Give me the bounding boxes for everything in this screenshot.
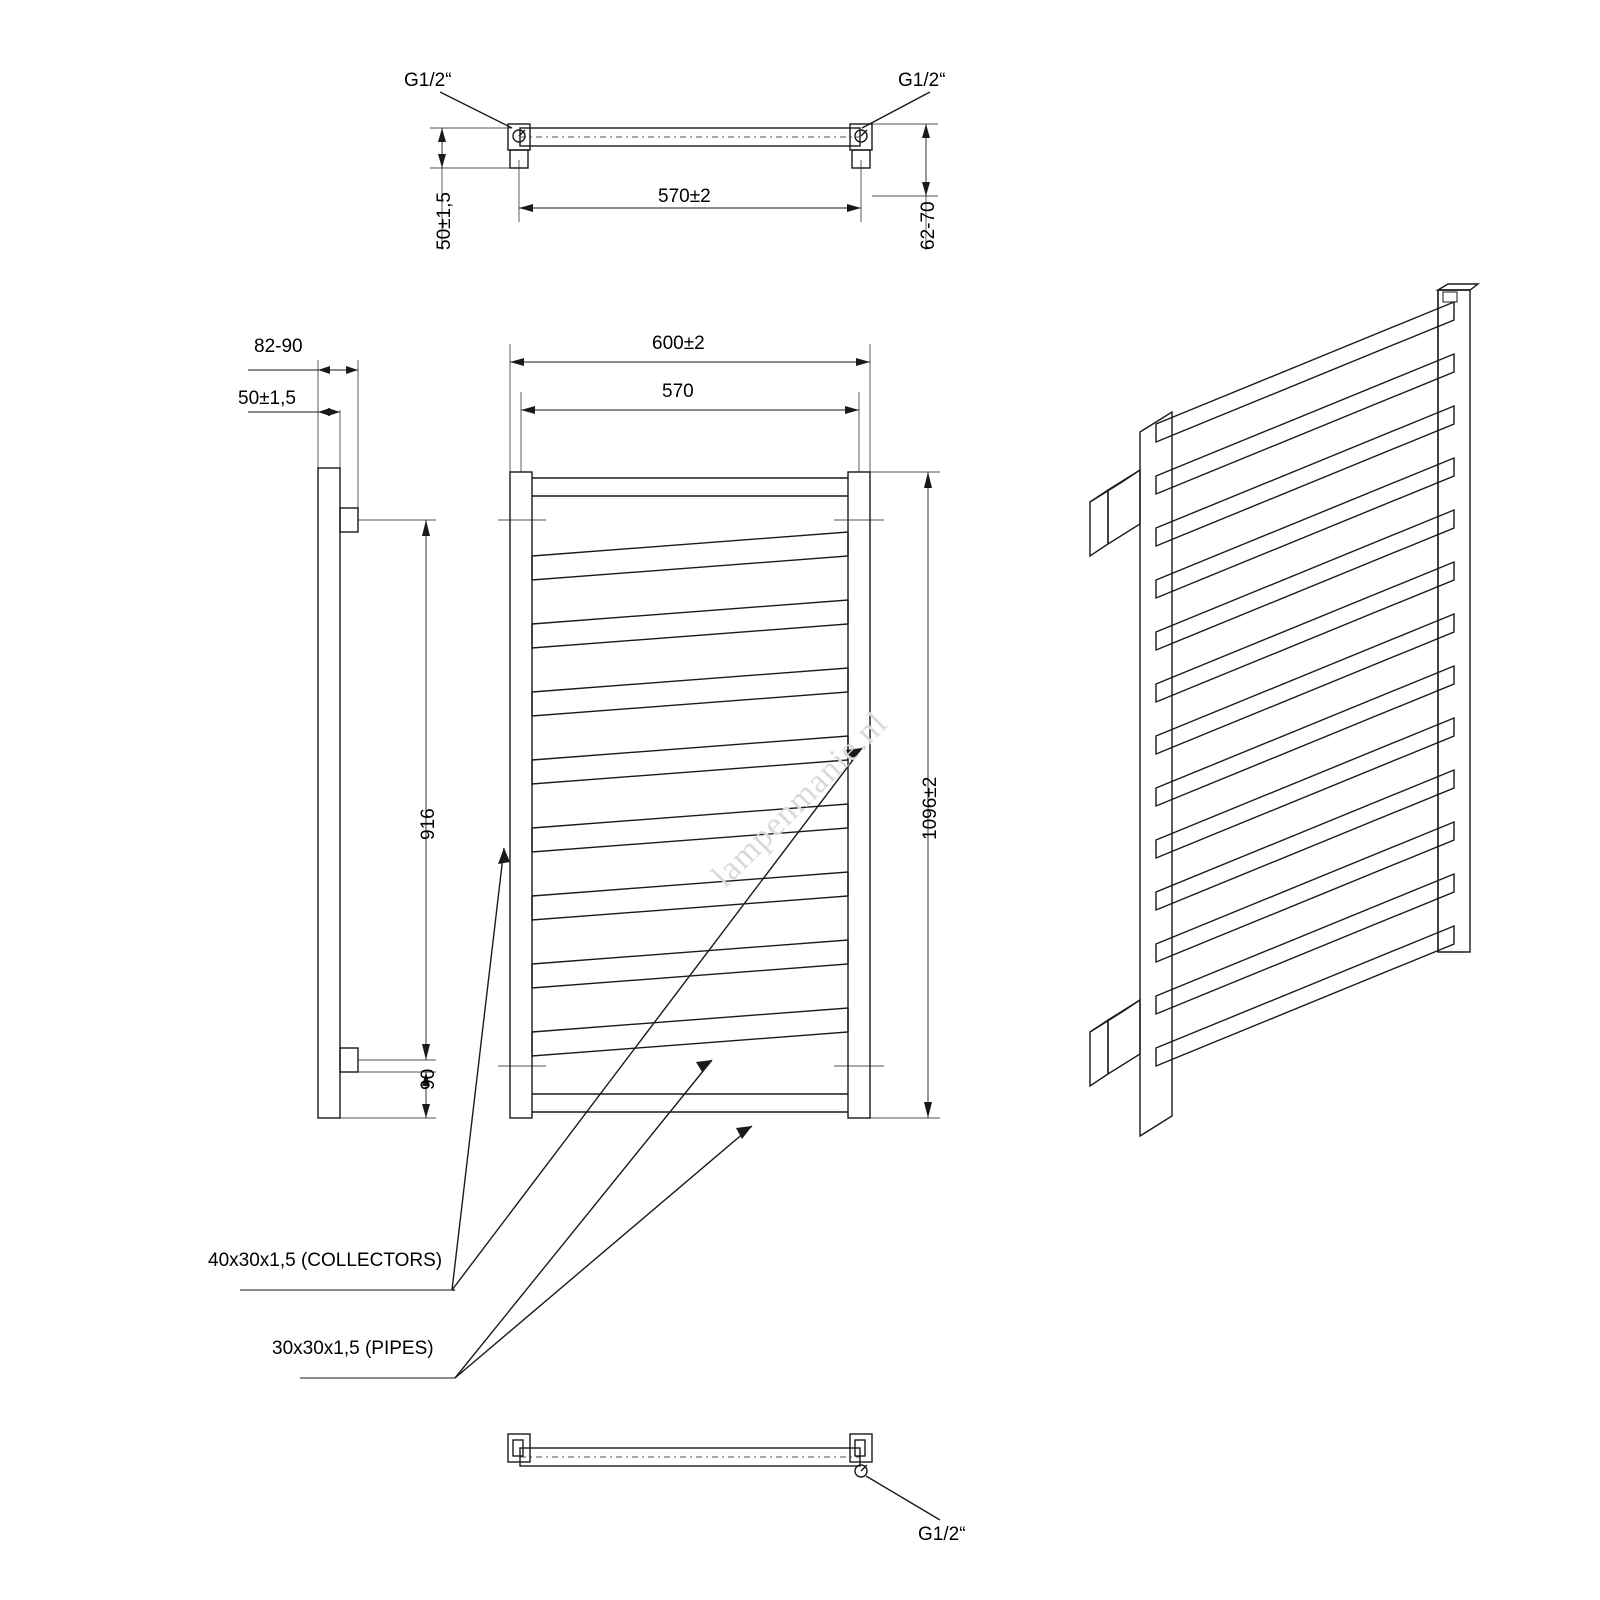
label-front-inner-width: 570	[662, 381, 694, 402]
label-side-depth: 82-90	[254, 336, 303, 357]
label-top-left-height: 50±1,5	[434, 192, 455, 250]
watermark: lampenmanie.nl	[704, 704, 895, 895]
label-top-width: 570±2	[658, 186, 711, 207]
label-top-right-height: 62-70	[918, 201, 939, 250]
label-thread-bottom: G1/2“	[918, 1524, 966, 1545]
label-side-bottom-offset: 90	[418, 1068, 439, 1090]
label-thread-top-left: G1/2“	[404, 70, 452, 91]
note-collectors: 40x30x1,5 (COLLECTORS)	[208, 1250, 443, 1271]
label-front-overall-width: 600±2	[652, 333, 705, 354]
label-thread-top-right: G1/2“	[898, 70, 946, 91]
top-view	[430, 92, 938, 250]
bottom-view	[508, 1434, 940, 1520]
label-side-bracket-spacing: 916	[418, 808, 439, 840]
note-pipes: 30x30x1,5 (PIPES)	[272, 1338, 434, 1359]
label-front-overall-height: 1096±2	[920, 776, 941, 840]
iso-view	[1090, 284, 1478, 1136]
side-view	[248, 360, 436, 1118]
label-side-bracket-offset: 50±1,5	[238, 388, 296, 409]
